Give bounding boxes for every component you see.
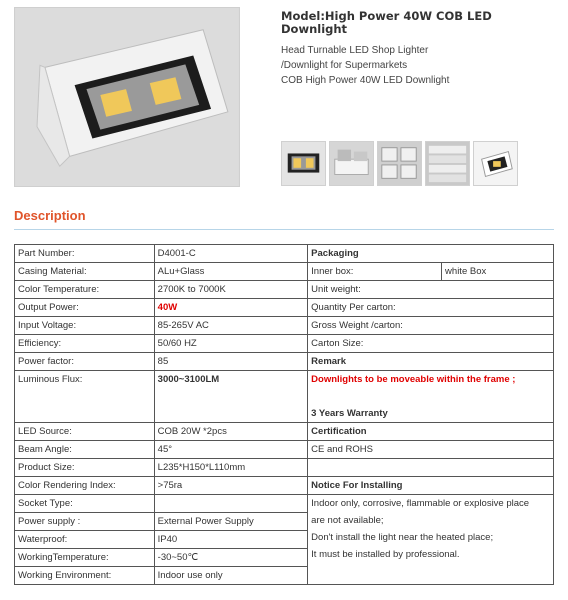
certification-value: CE and ROHS: [308, 441, 554, 459]
packaging-value: white Box: [442, 263, 554, 281]
thumbnail-image: [330, 142, 373, 185]
packaging-label: Quantity Per carton:: [308, 299, 554, 317]
remark-line: Downlights to be moveable within the frame ;: [311, 374, 516, 385]
description-line: COB High Power 40W LED Downlight: [281, 75, 450, 86]
remark-line: 3 Years Warranty: [311, 408, 388, 419]
spec-value: 3000~3100LM: [154, 371, 308, 423]
packaging-label: Gross Weight /carton:: [308, 317, 554, 335]
spec-value: 50/60 HZ: [154, 335, 308, 353]
packaging-label: Carton Size:: [308, 335, 554, 353]
spec-label: WorkingTemperature:: [15, 549, 155, 567]
product-title: Model:High Power 40W COB LED Downlight: [281, 9, 492, 36]
spec-label: Power supply :: [15, 513, 155, 531]
installing-notes: [308, 495, 554, 585]
spec-value: IP40: [154, 531, 308, 549]
certification-heading: Certification: [308, 423, 554, 441]
table-row: [15, 299, 554, 317]
thumbnail-image: [474, 142, 517, 185]
thumbnail-5[interactable]: [473, 141, 518, 186]
table-row: [15, 477, 554, 495]
spec-label: Working Environment:: [15, 567, 155, 585]
table-row: [15, 353, 554, 371]
spec-value: -30~50℃: [154, 549, 308, 567]
packaging-label: Unit weight:: [308, 281, 554, 299]
installing-line: Indoor only, corrosive, flammable or explosive place: [311, 498, 530, 509]
empty-cell: [308, 459, 554, 477]
spec-value: >75ra: [154, 477, 308, 495]
product-main-image[interactable]: [14, 7, 240, 187]
spec-value: [154, 495, 308, 513]
spec-label: Power factor:: [15, 353, 155, 371]
spec-label: Output Power:: [15, 299, 155, 317]
remark-heading: Remark: [308, 353, 554, 371]
table-row: [15, 441, 554, 459]
table-row: [15, 263, 554, 281]
spec-label: Beam Angle:: [15, 441, 155, 459]
spec-value: 85: [154, 353, 308, 371]
spec-value: 2700K to 7000K: [154, 281, 308, 299]
packaging-heading: Packaging: [308, 245, 554, 263]
table-row: [15, 371, 554, 423]
thumbnail-2[interactable]: [329, 141, 374, 186]
spec-label: LED Source:: [15, 423, 155, 441]
thumbnail-4[interactable]: [425, 141, 470, 186]
spec-label: Waterproof:: [15, 531, 155, 549]
spec-value: Indoor use only: [154, 567, 308, 585]
section-title: Description: [14, 208, 86, 223]
spec-value: 45°: [154, 441, 308, 459]
spec-value: External Power Supply: [154, 513, 308, 531]
thumbnail-1[interactable]: [281, 141, 326, 186]
spec-label: Color Temperature:: [15, 281, 155, 299]
spec-value: 40W: [154, 299, 308, 317]
table-row: [15, 495, 554, 513]
thumbnail-image: [426, 142, 469, 185]
table-row: [15, 335, 554, 353]
spec-label: Socket Type:: [15, 495, 155, 513]
section-divider: [14, 229, 554, 230]
table-row: [15, 459, 554, 477]
description-line: Head Turnable LED Shop Lighter: [281, 45, 429, 56]
downlight-photo: [15, 8, 239, 186]
spec-label: Product Size:: [15, 459, 155, 477]
spec-label: Efficiency:: [15, 335, 155, 353]
spec-label: Input Voltage:: [15, 317, 155, 335]
installing-heading: Notice For Installing: [308, 477, 554, 495]
table-row: [15, 423, 554, 441]
packaging-label: Inner box:: [308, 263, 442, 281]
installing-line: It must be installed by professional.: [311, 549, 460, 560]
spec-value: ALu+Glass: [154, 263, 308, 281]
spec-label: Color Rendering Index:: [15, 477, 155, 495]
table-row: [15, 317, 554, 335]
installing-line: are not available;: [311, 515, 384, 526]
remark-content: [308, 371, 554, 423]
spec-table: [14, 244, 554, 585]
spec-label: Casing Material:: [15, 263, 155, 281]
thumbnail-image: [378, 142, 421, 185]
table-row: [15, 245, 554, 263]
product-description: [281, 43, 561, 88]
installing-line: Don't install the light near the heated place;: [311, 532, 494, 543]
thumbnail-strip: [281, 141, 518, 186]
spec-value: L235*H150*L110mm: [154, 459, 308, 477]
spec-value: COB 20W *2pcs: [154, 423, 308, 441]
thumbnail-image: [282, 142, 325, 185]
table-row: [15, 281, 554, 299]
spec-value: D4001-C: [154, 245, 308, 263]
thumbnail-3[interactable]: [377, 141, 422, 186]
description-line: /Downlight for Supermarkets: [281, 60, 408, 71]
spec-value: 85-265V AC: [154, 317, 308, 335]
spec-label: Luminous Flux:: [15, 371, 155, 423]
spec-label: Part Number:: [15, 245, 155, 263]
